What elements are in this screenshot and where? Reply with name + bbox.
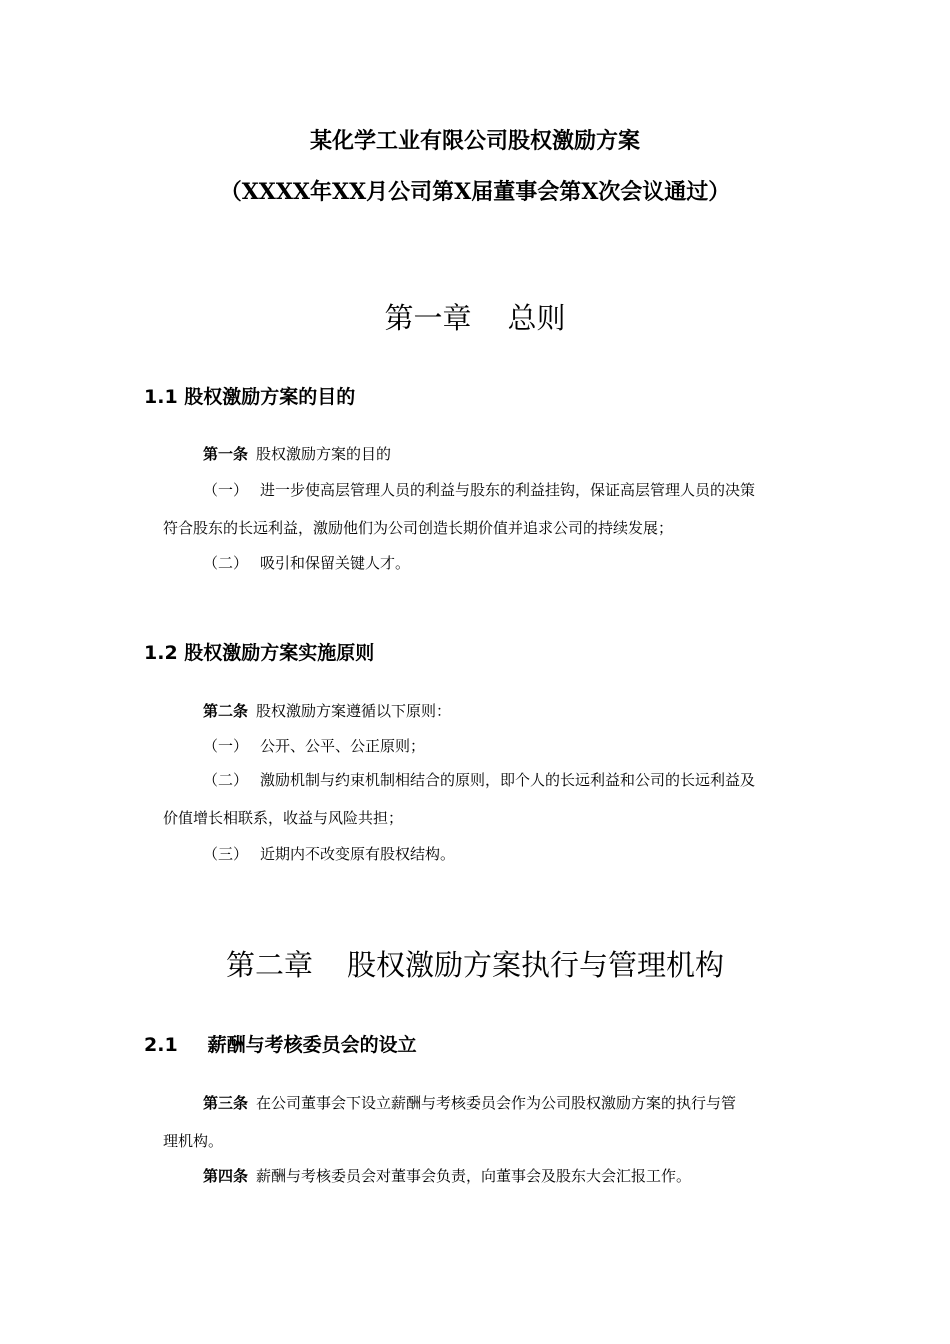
article-2-label: 第二条 xyxy=(203,702,249,720)
item-text: 吸引和保留关键人才。 xyxy=(260,554,411,572)
chapter-2-heading xyxy=(0,943,950,984)
item-text: 进一步使高层管理人员的利益与股东的利益挂钩，保证高层管理人员的决策 xyxy=(260,481,756,499)
chapter-2-number: 第二章 xyxy=(225,948,313,982)
article-3-text: 在公司董事会下设立薪酬与考核委员会作为公司股权激励方案的执行与管 xyxy=(256,1094,737,1112)
article-2-item-2 xyxy=(203,769,755,790)
article-2-item-1 xyxy=(203,735,425,756)
article-1-item-2 xyxy=(203,552,410,573)
chapter-1-heading xyxy=(0,296,950,337)
document-subtitle: （XXXX年XX月公司第X届董事会第X次会议通过） xyxy=(219,179,731,205)
section-1-1-heading: 1.1 股权激励方案的目的 xyxy=(144,386,356,408)
section-1-2-heading: 1.2 股权激励方案实施原则 xyxy=(144,642,375,664)
document-title: 某化学工业有限公司股权激励方案 xyxy=(309,128,640,154)
item-marker: （三） xyxy=(203,845,249,863)
article-2 xyxy=(203,700,451,721)
chapter-1-number: 第一章 xyxy=(384,301,472,335)
article-1-item-1 xyxy=(203,479,755,500)
item-marker: （一） xyxy=(203,737,249,755)
article-2-item-2-continued: 价值增长相联系，收益与风险共担； xyxy=(163,809,404,827)
chapter-2-name: 股权激励方案执行与管理机构 xyxy=(347,948,725,982)
article-4 xyxy=(203,1165,691,1186)
article-1 xyxy=(203,443,391,464)
section-title: 薪酬与考核委员会的设立 xyxy=(207,1034,417,1056)
article-2-text: 股权激励方案遵循以下原则： xyxy=(256,702,452,720)
item-marker: （二） xyxy=(203,554,249,572)
item-marker: （一） xyxy=(203,481,249,499)
section-2-1-heading xyxy=(144,1030,417,1057)
article-3 xyxy=(203,1092,736,1113)
item-text: 近期内不改变原有股权结构。 xyxy=(260,845,456,863)
section-number: 2.1 xyxy=(144,1034,178,1056)
article-1-item-1-continued: 符合股东的长远利益，激励他们为公司创造长期价值并追求公司的持续发展； xyxy=(163,519,674,537)
item-text: 激励机制与约束机制相结合的原则，即个人的长远利益和公司的长远利益及 xyxy=(260,771,756,789)
chapter-1-name: 总则 xyxy=(507,301,566,335)
article-3-label: 第三条 xyxy=(203,1094,249,1112)
item-marker: （二） xyxy=(203,771,249,789)
article-1-label: 第一条 xyxy=(203,445,249,463)
article-3-continued: 理机构。 xyxy=(163,1132,224,1150)
article-4-label: 第四条 xyxy=(203,1167,249,1185)
article-4-text: 薪酬与考核委员会对董事会负责，向董事会及股东大会汇报工作。 xyxy=(256,1167,692,1185)
article-2-item-3 xyxy=(203,843,455,864)
item-text: 公开、公平、公正原则； xyxy=(260,737,426,755)
article-1-text: 股权激励方案的目的 xyxy=(256,445,392,463)
